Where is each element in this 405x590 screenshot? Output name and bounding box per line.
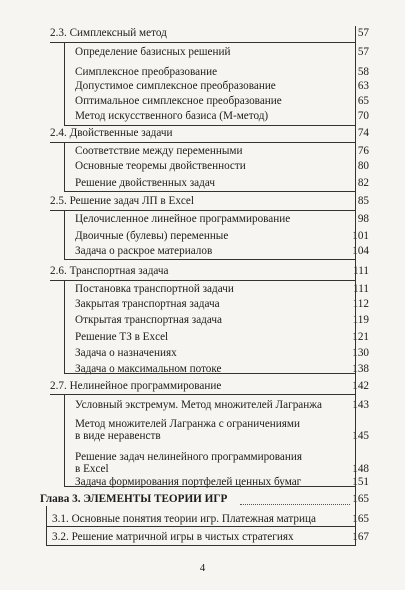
- page-number: 142: [352, 380, 369, 392]
- page-number: 85: [357, 195, 369, 207]
- page-number: 112: [352, 298, 369, 310]
- page-number: 165: [352, 513, 369, 525]
- subsection-title: Решение ТЗ в Excel: [75, 331, 169, 343]
- page-number: 57: [357, 46, 369, 58]
- section-rule: [46, 545, 355, 546]
- section-rule: [64, 373, 355, 374]
- page-number: 143: [352, 399, 369, 411]
- page-number: 101: [352, 230, 369, 242]
- section-title: 2.3. Симплексный метод: [50, 27, 167, 39]
- page-number: 165: [352, 493, 369, 505]
- chapter-title: Глава 3. ЭЛЕМЕНТЫ ТЕОРИИ ИГР: [40, 493, 228, 505]
- subsection-title: Решение задач нелинейного программирования: [75, 451, 302, 463]
- section-rule: [64, 486, 355, 487]
- page-number: 145: [352, 430, 369, 442]
- page-number: 70: [357, 110, 369, 122]
- section-title: 2.7. Нелинейное программирование: [50, 380, 222, 392]
- subsection-title: Условный экстремум. Метод множителей Лагранжа: [75, 399, 322, 411]
- subsection-title: Определение базисных решений: [75, 46, 231, 58]
- subsection-entry[interactable]: [0, 451, 405, 477]
- subsection-title: Задача о раскрое материалов: [75, 245, 213, 257]
- page-number: 151: [352, 476, 369, 488]
- section-title: 2.5. Решение задач ЛП в Excel: [50, 195, 194, 207]
- section-bracket: [64, 142, 65, 192]
- page-footer-number: 4: [199, 562, 206, 574]
- section-title: 3.1. Основные понятия теории игр. Платежная матрица: [52, 513, 316, 525]
- section-rule: [50, 280, 355, 281]
- section-rule: [50, 142, 355, 143]
- subsection-title-continued: в Excel: [75, 463, 109, 475]
- section-rule: [50, 42, 355, 43]
- subsection-title: Целочисленное линейное программирование: [75, 213, 291, 225]
- page-number: 111: [353, 283, 369, 295]
- subsection-title: Закрытая транспортная задача: [75, 298, 220, 310]
- page-number: 119: [352, 314, 369, 326]
- section-rule: [50, 210, 355, 211]
- subsection-title: Оптимальное симплексное преобразование: [75, 95, 282, 107]
- section-title: 3.2. Решение матричной игры в чистых стратегиях: [52, 531, 294, 543]
- page-number: 65: [357, 95, 369, 107]
- section-rule: [64, 125, 355, 126]
- page-number: 80: [357, 160, 369, 172]
- page-number: 82: [357, 177, 369, 189]
- page-column-rule: [355, 26, 356, 546]
- page-number: 104: [352, 245, 369, 257]
- subsection-title: Задача формирования портфелей ценных бумаг: [75, 476, 302, 488]
- section-title: 2.4. Двойственные задачи: [50, 127, 173, 139]
- subsection-title: Открытая транспортная задача: [75, 314, 222, 326]
- subsection-title: Допустимое симплексное преобразование: [75, 80, 276, 92]
- page-number: 63: [357, 80, 369, 92]
- section-rule: [64, 259, 355, 260]
- dot-leader: [240, 504, 350, 505]
- section-bracket: [64, 42, 65, 126]
- subsection-title: Постановка транспортной задачи: [75, 283, 234, 295]
- subsection-title: Симплексное преобразование: [75, 66, 218, 78]
- page-number: 130: [352, 347, 369, 359]
- section-title: 2.6. Транспортная задача: [50, 265, 169, 277]
- page-number: 111: [353, 265, 369, 277]
- page-number: 121: [352, 331, 369, 343]
- subsection-title: Соответствие между переменными: [75, 145, 243, 157]
- section-rule: [46, 526, 355, 527]
- page-number: 74: [357, 127, 369, 139]
- page-number: 148: [352, 463, 369, 475]
- page-number: 58: [357, 66, 369, 78]
- page-number: 167: [352, 531, 369, 543]
- page-number: 98: [357, 213, 369, 225]
- subsection-title: Задача о максимальном потоке: [75, 363, 222, 375]
- page-number: 138: [352, 363, 369, 375]
- page-number: 57: [357, 27, 369, 39]
- page-number: 76: [357, 145, 369, 157]
- subsection-title-continued: в виде неравенств: [75, 430, 161, 442]
- subsection-title: Двоичные (булевы) переменные: [75, 230, 229, 242]
- section-rule: [64, 191, 355, 192]
- subsection-title: Основные теоремы двойственности: [75, 160, 246, 172]
- section-bracket: [64, 210, 65, 260]
- section-rule: [50, 394, 355, 395]
- subsection-title: Метод искусственного базиса (М-метод): [75, 110, 269, 122]
- subsection-title: Задача о назначениях: [75, 347, 177, 359]
- subsection-title: Решение двойственных задач: [75, 177, 215, 189]
- subsection-title: Метод множителей Лагранжа с ограничениями: [75, 418, 300, 430]
- section-bracket: [64, 280, 65, 373]
- subsection-entry[interactable]: [0, 418, 405, 444]
